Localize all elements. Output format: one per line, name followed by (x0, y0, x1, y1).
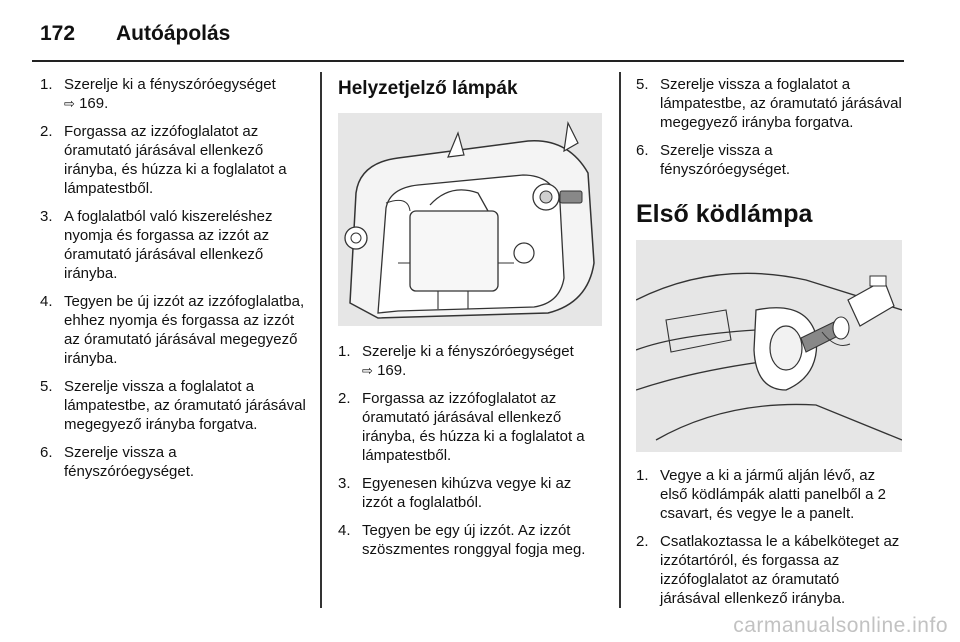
step-item: 5. Szerelje vissza a foglalatot a lámpatestbe, az óramutató járásával megegyező irányba forgatva. (40, 378, 306, 433)
step-item: 1. Szerelje ki a fényszóróegységet ⇨ 169. (40, 76, 276, 112)
step-item: 3. Egyenesen kihúzva vegye ki az izzót a foglalatból. (338, 475, 572, 511)
step-item: 2. Forgassa az izzófoglalatot az óramutató járásával ellenkező irányba, és húzza ki a foglalatot a lámpatestből. (40, 123, 287, 197)
watermark: carmanualsonline.info (733, 614, 948, 637)
column-1 (40, 75, 306, 490)
column-3 (636, 75, 902, 617)
page-number: 172 (40, 22, 76, 45)
fog-lamp-illustration-svg (636, 240, 902, 452)
column-divider-1 (320, 72, 322, 608)
page-reference[interactable]: ⇨ 169. (362, 362, 407, 379)
arrow-right-outline-icon: ⇨ (64, 96, 75, 111)
step-list (636, 466, 902, 608)
page-header (40, 14, 230, 54)
step-item: 5. Szerelje vissza a foglalatot a lámpatestbe, az óramutató járásával megegyező irányba forgatva. (636, 76, 902, 131)
headlamp-rear-illustration (338, 113, 602, 326)
fog-lamp-illustration (636, 240, 902, 452)
step-list (40, 75, 306, 481)
section-heading-front-fog-lamp: Első ködlámpa (636, 200, 813, 228)
step-item: 2. Forgassa az izzófoglalatot az óramutató járásával ellenkező irányba, és húzza ki a foglalatot a lámpatestből. (338, 390, 585, 464)
header-rule (32, 60, 904, 62)
step-item: 6. Szerelje vissza a fényszóróegységet. (40, 444, 195, 480)
step-list (636, 75, 902, 179)
step-item: 3. A foglalatból való kiszereléshez nyomja és forgassa az izzót az óramutató járásával ellenkező irányba. (40, 208, 273, 282)
column-2 (338, 75, 602, 568)
step-list (338, 342, 602, 559)
step-item: 2. Csatlakoztassa le a kábelköteget az izzótartóról, és forgassa az izzófoglalatot az óramutató járásával ellenkező irányba. (636, 533, 900, 607)
page-reference[interactable]: ⇨ 169. (64, 95, 109, 112)
arrow-right-outline-icon: ⇨ (362, 363, 373, 378)
page-title: Autóápolás (116, 22, 231, 45)
step-item: 1. Vegye a ki a jármű alján lévő, az első ködlámpák alatti panelből a 2 csavart, és vegye le a panelt. (636, 467, 886, 522)
column-divider-2 (619, 72, 621, 608)
step-item: 6. Szerelje vissza a fényszóróegységet. (636, 142, 791, 178)
step-item: 4. Tegyen be egy új izzót. Az izzót szöszmentes ronggyal fogja meg. (338, 522, 586, 558)
headlamp-illustration-svg (338, 113, 602, 326)
section-heading-position-lamps: Helyzetjelző lámpák (338, 78, 518, 99)
step-item: 1. Szerelje ki a fényszóróegységet ⇨ 169. (338, 343, 574, 379)
step-item: 4. Tegyen be új izzót az izzófoglalatba, ehhez nyomja és forgassa az izzót az óramutató járásával megegyező irányba. (40, 293, 305, 367)
